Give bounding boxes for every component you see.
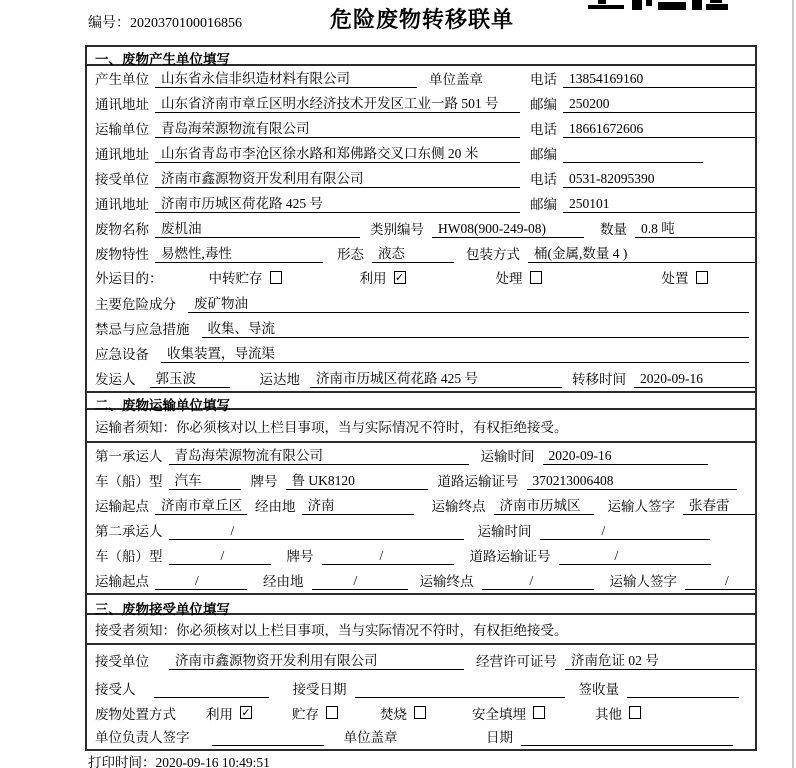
- section3-notice: 接受者须知：你必须核对以上栏目事项，当与实际情况不符时，有权拒绝接受。: [87, 615, 755, 645]
- plate-number2-value: /: [322, 548, 454, 565]
- road-permit1-value: 370213006408: [527, 473, 737, 490]
- waste-character-value: 易燃性,毒性: [155, 242, 323, 263]
- responsible-sign-row: [87, 727, 755, 749]
- plate-number1-value: 鲁 UK8120: [286, 469, 428, 490]
- print-time-value: 2020-09-16 10:49:51: [155, 755, 270, 768]
- route1-row: [87, 493, 755, 518]
- unit-seal-label: 单位盖章: [429, 72, 483, 87]
- route1-start-label: 运输起点: [95, 499, 149, 514]
- disposal-method-label: 废物处置方式: [95, 706, 176, 722]
- road-permit1-label: 道路运输证号: [437, 474, 519, 489]
- transport-zip-value: [563, 162, 703, 163]
- purpose-option-use-label: 利用: [359, 271, 387, 286]
- disposal-option-use: [206, 703, 252, 723]
- receiver-address-label: 通讯地址: [95, 197, 149, 212]
- disposal-storage-checkbox[interactable]: [326, 706, 338, 719]
- receiver-zip-label: 邮编: [530, 197, 557, 212]
- section2-heading: 二、废物运输单位填写: [87, 391, 755, 410]
- vehicle-type2-row: [87, 543, 755, 568]
- producer-label: 产生单位: [95, 72, 149, 87]
- road-permit2-label: 道路运输证号: [469, 549, 551, 564]
- vehicle-type1-label: 车（船）型: [95, 474, 163, 489]
- accept-unit-label: 接受单位: [95, 654, 149, 669]
- emergency-equipment-row: [87, 341, 755, 366]
- route1-sign-label: 运输人签字: [607, 499, 675, 514]
- physical-form-label: 形态: [337, 247, 364, 262]
- print-time-label: 打印时间：: [88, 755, 156, 768]
- first-carrier-row: [87, 443, 755, 468]
- serial-value: 2020370100016856: [130, 16, 242, 31]
- taboo-measures-value: 收集、导流: [202, 317, 750, 338]
- route1-via-label: 经由地: [255, 499, 296, 514]
- producer-value: 山东省永信非织造材料有限公司: [155, 67, 417, 88]
- disposal-option-burn: [380, 703, 426, 723]
- license-label: 经营许可证号: [476, 654, 557, 669]
- purpose-use-checkbox[interactable]: ✓: [394, 270, 405, 284]
- transfer-purpose-label: 外运目的：: [95, 271, 163, 286]
- waste-name-label: 废物名称: [95, 222, 149, 237]
- waste-character-row: [87, 241, 755, 266]
- quantity-label: 数量: [600, 222, 627, 237]
- disposal-option-burn-label: 焚烧: [380, 706, 407, 722]
- section1-heading: 一、废物产生单位填写: [87, 47, 755, 66]
- destination-label: 运达地: [259, 372, 300, 387]
- taboo-measures-row: [87, 316, 755, 341]
- receiver-unit-row: [87, 166, 755, 191]
- route1-end-label: 运输终点: [431, 499, 486, 514]
- emergency-equipment-value: 收集装置，导流渠: [161, 342, 749, 363]
- quantity-value: 0.8 吨: [635, 217, 755, 238]
- hazard-component-row: [87, 291, 755, 316]
- accept-unit-value: 济南市鑫源物资开发利用有限公司: [169, 649, 464, 670]
- accept-person-label: 接受人: [95, 682, 136, 697]
- page-title: 危险废物转移联单: [330, 7, 515, 32]
- route1-via-value: 济南: [302, 494, 414, 515]
- producer-address-value: 山东省济南市章丘区明水经济技术开发区工业一路 501 号: [155, 92, 520, 113]
- producer-zip-value: 250200: [563, 96, 755, 113]
- dispatcher-value: 郭玉波: [150, 367, 230, 388]
- dispatcher-row: [87, 366, 755, 391]
- purpose-option-storage: [209, 267, 282, 287]
- manifest-form: [85, 45, 757, 751]
- accept-person-value: [154, 697, 269, 698]
- purpose-option-treat-label: 处理: [495, 271, 523, 286]
- transport-zip-label: 邮编: [530, 147, 557, 162]
- route2-sign-label: 运输人签字: [609, 574, 677, 589]
- qr-code-fragment: [588, 0, 728, 10]
- purpose-option-use: [360, 267, 406, 287]
- license-value: 济南危证 02 号: [565, 649, 755, 670]
- transport-unit-row: [87, 116, 755, 141]
- plate-number1-label: 牌号: [250, 474, 278, 489]
- transport-tel-value: 18661672606: [563, 121, 755, 138]
- purpose-option-storage-label: 中转贮存: [208, 271, 263, 286]
- purpose-storage-checkbox[interactable]: [270, 271, 282, 284]
- signed-quantity-value: [627, 697, 739, 698]
- disposal-option-storage: [292, 703, 338, 723]
- road-permit2-value: /: [559, 548, 711, 565]
- transport-time1-value: 2020-09-16: [543, 448, 708, 465]
- vehicle-type2-value: /: [169, 548, 271, 565]
- disposal-option-other: [595, 703, 641, 723]
- waste-name-row: [87, 216, 755, 241]
- route2-row: [87, 568, 755, 593]
- transfer-purpose-row: [87, 266, 755, 291]
- transport-time1-label: 运输时间: [480, 449, 535, 464]
- purpose-treat-checkbox[interactable]: [530, 271, 542, 284]
- disposal-option-storage-label: 贮存: [292, 706, 319, 722]
- disposal-burn-checkbox[interactable]: [414, 706, 426, 719]
- accept-date-label: 接受日期: [292, 682, 347, 697]
- taboo-measures-label: 禁忌与应急措施: [95, 322, 190, 337]
- producer-tel-value: 13854169160: [563, 71, 755, 88]
- route1-end-value: 济南市历城区: [494, 494, 594, 515]
- category-code-value: HW08(900-249-08): [432, 221, 584, 238]
- section2-notice: 运输者须知：你必须核对以上栏目事项，当与实际情况不符时，有权拒绝接受。: [87, 410, 755, 443]
- producer-tel-label: 电话: [530, 72, 557, 87]
- first-carrier-value: 青岛海荣源物流有限公司: [169, 444, 469, 465]
- physical-form-value: 液态: [372, 242, 454, 263]
- route2-via-value: /: [312, 573, 408, 590]
- transport-address-row: [87, 141, 755, 166]
- transfer-time-value: 2020-09-16: [634, 371, 755, 388]
- route2-sign-value: /: [685, 573, 755, 590]
- disposal-other-checkbox[interactable]: [629, 706, 641, 719]
- plate-number2-label: 牌号: [286, 549, 314, 564]
- route1-start-value: 济南市章丘区: [155, 494, 247, 515]
- responsible-sign-value: [212, 745, 324, 746]
- page-edge-line: [792, 0, 794, 768]
- receiver-address-row: [87, 191, 755, 216]
- receiver-zip-value: 250101: [563, 196, 755, 213]
- serial-number-line: [88, 12, 242, 32]
- section3-heading: 三、废物接受单位填写: [87, 593, 755, 615]
- second-carrier-label: 第二承运人: [95, 524, 163, 539]
- transport-time2-value: /: [540, 523, 710, 540]
- waste-character-label: 废物特性: [95, 247, 149, 262]
- first-carrier-label: 第一承运人: [95, 449, 163, 464]
- purpose-option-dispose: [662, 267, 708, 287]
- producer-address-row: [87, 91, 755, 116]
- producer-zip-label: 邮编: [530, 97, 557, 112]
- accept-date-value: [355, 697, 565, 698]
- receiver-unit-label: 接受单位: [95, 172, 149, 187]
- transport-address-label: 通讯地址: [95, 147, 149, 162]
- receiver-unit-value: 济南市鑫源物资开发利用有限公司: [155, 167, 520, 188]
- vehicle-type1-row: [87, 468, 755, 493]
- disposal-landfill-checkbox[interactable]: [533, 706, 545, 719]
- disposal-option-use-label: 利用: [206, 706, 233, 722]
- purpose-option-treat: [496, 267, 542, 287]
- receiver-tel-label: 电话: [530, 172, 557, 187]
- vehicle-type1-value: 汽车: [169, 469, 241, 490]
- route2-start-value: /: [155, 573, 247, 590]
- signed-quantity-label: 签收量: [578, 682, 619, 697]
- waste-name-value: 废机油: [155, 217, 360, 238]
- transport-unit-value: 青岛海荣源物流有限公司: [155, 117, 520, 138]
- serial-label: 编号：: [88, 16, 130, 31]
- seal-date-value: [521, 745, 733, 746]
- responsible-sign-label: 单位负责人签字: [95, 730, 190, 745]
- second-carrier-row: [87, 518, 755, 543]
- print-time-line: [88, 751, 270, 768]
- dispatcher-label: 发运人: [95, 372, 136, 387]
- receiver-address-value: 济南市历城区荷花路 425 号: [155, 192, 520, 213]
- transport-address-value: 山东省青岛市李沧区徐水路和郑佛路交叉口东侧 20 米: [155, 142, 520, 163]
- route2-via-label: 经由地: [263, 574, 304, 589]
- receiver-tel-value: 0531-82095390: [563, 171, 755, 188]
- hazard-component-label: 主要危险成分: [95, 297, 176, 312]
- disposal-use-checkbox[interactable]: ✓: [241, 706, 251, 719]
- transport-tel-label: 电话: [530, 122, 557, 137]
- seal-date-label: 日期: [486, 730, 513, 745]
- accept-unit-row: [87, 645, 755, 673]
- transport-time2-label: 运输时间: [477, 524, 532, 539]
- accept-person-row: [87, 673, 755, 701]
- hazard-component-value: 废矿物油: [188, 292, 749, 313]
- route2-end-label: 运输终点: [419, 574, 474, 589]
- route2-start-label: 运输起点: [95, 574, 149, 589]
- vehicle-type2-label: 车（船）型: [95, 549, 163, 564]
- disposal-method-row: [87, 701, 755, 727]
- transport-unit-label: 运输单位: [95, 122, 149, 137]
- unit-seal2-label: 单位盖章: [343, 730, 398, 745]
- purpose-dispose-checkbox[interactable]: [696, 271, 708, 284]
- producer-address-label: 通讯地址: [95, 97, 149, 112]
- transfer-time-label: 转移时间: [572, 372, 626, 387]
- producer-unit-row: [87, 66, 755, 91]
- disposal-option-landfill: [472, 703, 545, 723]
- disposal-option-landfill-label: 安全填埋: [472, 706, 526, 722]
- emergency-equipment-label: 应急设备: [95, 347, 149, 362]
- destination-value: 济南市历城区荷花路 425 号: [310, 367, 562, 388]
- category-code-label: 类别编号: [370, 222, 424, 237]
- route2-end-value: /: [482, 573, 594, 590]
- packing-label: 包装方式: [466, 247, 520, 262]
- route1-sign-value: 张春雷: [683, 494, 755, 515]
- disposal-option-other-label: 其他: [595, 706, 622, 722]
- packing-value: 桶(金属,数量 4 ): [528, 242, 755, 263]
- purpose-option-dispose-label: 处置: [661, 271, 689, 286]
- second-carrier-value: /: [169, 523, 464, 540]
